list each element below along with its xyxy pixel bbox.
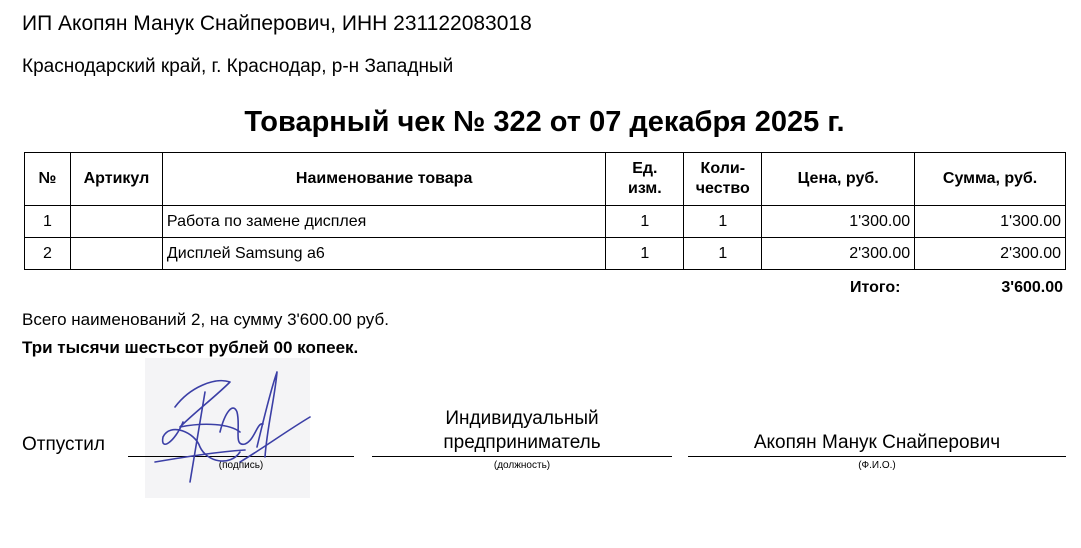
cell-qty: 1	[684, 206, 762, 238]
table-row	[25, 238, 1066, 270]
table-header-row	[25, 153, 1066, 206]
header-article: Артикул	[70, 153, 162, 206]
cell-article	[70, 206, 162, 238]
position-caption: (должность)	[493, 460, 551, 471]
total-label: Итого:	[850, 279, 901, 296]
cell-num: 2	[25, 238, 71, 270]
cell-qty: 1	[684, 238, 762, 270]
cell-unit: 1	[606, 206, 684, 238]
seller-info: ИП Акопян Манук Снайперович, ИНН 231122083018	[22, 12, 532, 35]
position-line	[372, 456, 672, 457]
fio-caption: (Ф.И.О.)	[858, 460, 896, 471]
cell-article	[70, 238, 162, 270]
summary-count: Всего наименований 2, на сумму 3'600.00 руб.	[22, 310, 389, 329]
fio-line	[688, 456, 1066, 457]
position-text: Индивидуальный предприниматель	[443, 408, 601, 453]
handwritten-signature	[145, 352, 320, 502]
cell-name: Дисплей Samsung a6	[162, 238, 605, 270]
seller-address: Краснодарский край, г. Краснодар, р-н Западный	[22, 56, 454, 77]
header-num: №	[25, 153, 71, 206]
header-name: Наименование товара	[162, 153, 605, 206]
cell-sum: 1'300.00	[915, 206, 1066, 238]
header-qty: Коли- чество	[684, 153, 762, 206]
cell-sum: 2'300.00	[915, 238, 1066, 270]
items-table	[24, 152, 1066, 270]
cell-name: Работа по замене дисплея	[162, 206, 605, 238]
released-label: Отпустил	[22, 434, 105, 455]
header-unit: Ед. изм.	[606, 153, 684, 206]
fio-text: Акопян Манук Снайперович	[753, 432, 1001, 453]
table-row	[25, 206, 1066, 238]
total-value: 3'600.00	[1001, 279, 1063, 296]
cell-unit: 1	[606, 238, 684, 270]
cell-num: 1	[25, 206, 71, 238]
cell-price: 1'300.00	[762, 206, 915, 238]
receipt-title: Товарный чек № 322 от 07 декабря 2025 г.	[244, 106, 845, 138]
header-price: Цена, руб.	[762, 153, 915, 206]
summary-in-words: Три тысячи шестьсот рублей 00 копеек.	[22, 338, 359, 357]
signature-caption: (подпись)	[218, 460, 264, 471]
cell-price: 2'300.00	[762, 238, 915, 270]
header-sum: Сумма, руб.	[915, 153, 1066, 206]
